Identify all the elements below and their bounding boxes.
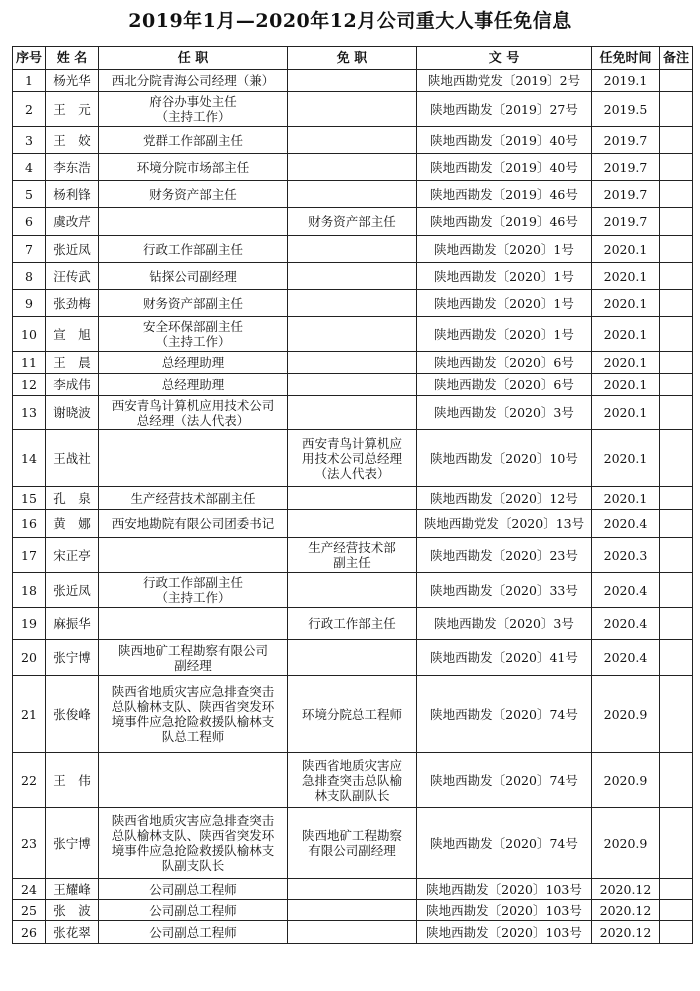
row-date-cell: 2020.3 xyxy=(592,538,660,573)
row-no-cell: 9 xyxy=(13,290,46,317)
personnel-table xyxy=(12,46,693,944)
row-dismiss-cell xyxy=(288,127,417,154)
row-note-cell xyxy=(660,374,693,396)
row-no-cell: 16 xyxy=(13,510,46,538)
row-note-cell xyxy=(660,879,693,900)
row-dismiss-cell xyxy=(288,487,417,510)
row-doc-cell: 陕地西勘发〔2019〕40号 xyxy=(417,154,592,181)
row-name-cell: 王 伟 xyxy=(46,753,99,808)
row-doc-cell: 陕地西勘发〔2020〕6号 xyxy=(417,374,592,396)
row-no-cell: 8 xyxy=(13,263,46,290)
row-appoint-cell xyxy=(99,753,288,808)
row-note-cell xyxy=(660,92,693,127)
row-no-cell: 15 xyxy=(13,487,46,510)
row-note-cell xyxy=(660,181,693,208)
table-row xyxy=(13,263,693,290)
table-row xyxy=(13,208,693,236)
row-dismiss-cell: 生产经营技术部 副主任 xyxy=(288,538,417,573)
row-appoint-cell: 西北分院青海公司经理（兼） xyxy=(99,70,288,92)
row-dismiss-cell xyxy=(288,573,417,608)
row-dismiss-cell xyxy=(288,921,417,944)
row-name-cell: 孔 泉 xyxy=(46,487,99,510)
row-appoint-cell: 公司副总工程师 xyxy=(99,921,288,944)
row-note-cell xyxy=(660,396,693,430)
table-row xyxy=(13,127,693,154)
table-row xyxy=(13,374,693,396)
row-note-cell xyxy=(660,510,693,538)
row-no-cell: 12 xyxy=(13,374,46,396)
table-row xyxy=(13,538,693,573)
row-note-cell xyxy=(660,608,693,640)
row-doc-cell: 陕地西勘发〔2020〕1号 xyxy=(417,236,592,263)
row-note-cell xyxy=(660,753,693,808)
table-row xyxy=(13,608,693,640)
row-no-cell: 7 xyxy=(13,236,46,263)
row-note-cell xyxy=(660,430,693,487)
row-dismiss-cell xyxy=(288,510,417,538)
table-row xyxy=(13,753,693,808)
row-doc-cell: 陕地西勘发〔2020〕6号 xyxy=(417,352,592,374)
row-dismiss-cell xyxy=(288,70,417,92)
row-date-cell: 2020.1 xyxy=(592,487,660,510)
row-appoint-cell: 党群工作部副主任 xyxy=(99,127,288,154)
row-note-cell xyxy=(660,236,693,263)
row-note-cell xyxy=(660,70,693,92)
row-doc-cell: 陕地西勘党发〔2020〕13号 xyxy=(417,510,592,538)
table-row xyxy=(13,808,693,879)
table-row xyxy=(13,352,693,374)
header-name: 姓 名 xyxy=(46,47,99,70)
row-name-cell: 张 波 xyxy=(46,900,99,921)
row-name-cell: 宋正亭 xyxy=(46,538,99,573)
table-row xyxy=(13,510,693,538)
row-dismiss-cell xyxy=(288,181,417,208)
row-dismiss-cell xyxy=(288,154,417,181)
row-date-cell: 2020.1 xyxy=(592,290,660,317)
row-note-cell xyxy=(660,640,693,676)
row-dismiss-cell xyxy=(288,396,417,430)
row-doc-cell: 陕地西勘发〔2020〕74号 xyxy=(417,808,592,879)
row-note-cell xyxy=(660,487,693,510)
row-date-cell: 2020.1 xyxy=(592,430,660,487)
row-date-cell: 2020.1 xyxy=(592,374,660,396)
row-name-cell: 汪传武 xyxy=(46,263,99,290)
header-dismiss: 免 职 xyxy=(288,47,417,70)
row-date-cell: 2020.4 xyxy=(592,640,660,676)
row-note-cell xyxy=(660,808,693,879)
row-no-cell: 26 xyxy=(13,921,46,944)
row-name-cell: 黄 娜 xyxy=(46,510,99,538)
row-name-cell: 王耀峰 xyxy=(46,879,99,900)
row-appoint-cell: 财务资产部主任 xyxy=(99,181,288,208)
row-dismiss-cell: 陕西地矿工程勘察 有限公司副经理 xyxy=(288,808,417,879)
row-name-cell: 王战社 xyxy=(46,430,99,487)
header-no: 序号 xyxy=(13,47,46,70)
row-doc-cell: 陕地西勘发〔2020〕103号 xyxy=(417,900,592,921)
row-no-cell: 10 xyxy=(13,317,46,352)
row-appoint-cell: 行政工作部副主任 xyxy=(99,236,288,263)
row-note-cell xyxy=(660,127,693,154)
row-name-cell: 杨光华 xyxy=(46,70,99,92)
row-no-cell: 1 xyxy=(13,70,46,92)
row-dismiss-cell xyxy=(288,92,417,127)
row-name-cell: 麻振华 xyxy=(46,608,99,640)
row-no-cell: 11 xyxy=(13,352,46,374)
row-note-cell xyxy=(660,317,693,352)
row-note-cell xyxy=(660,290,693,317)
row-date-cell: 2020.1 xyxy=(592,352,660,374)
row-dismiss-cell xyxy=(288,879,417,900)
row-name-cell: 宣 旭 xyxy=(46,317,99,352)
row-doc-cell: 陕地西勘发〔2020〕1号 xyxy=(417,290,592,317)
table-row xyxy=(13,181,693,208)
row-appoint-cell xyxy=(99,430,288,487)
row-dismiss-cell xyxy=(288,290,417,317)
header-date: 任免时间 xyxy=(592,47,660,70)
row-note-cell xyxy=(660,154,693,181)
row-no-cell: 19 xyxy=(13,608,46,640)
table-row xyxy=(13,879,693,900)
row-doc-cell: 陕地西勘发〔2020〕103号 xyxy=(417,879,592,900)
row-note-cell xyxy=(660,208,693,236)
row-no-cell: 25 xyxy=(13,900,46,921)
row-date-cell: 2020.9 xyxy=(592,753,660,808)
row-appoint-cell xyxy=(99,608,288,640)
header-appoint: 任 职 xyxy=(99,47,288,70)
row-date-cell: 2020.9 xyxy=(592,676,660,753)
table-row xyxy=(13,487,693,510)
row-name-cell: 张宁博 xyxy=(46,640,99,676)
row-appoint-cell: 总经理助理 xyxy=(99,352,288,374)
row-no-cell: 6 xyxy=(13,208,46,236)
row-name-cell: 王 姣 xyxy=(46,127,99,154)
row-appoint-cell: 财务资产部副主任 xyxy=(99,290,288,317)
document-title: 2019年1月—2020年12月公司重大人事任免信息 xyxy=(128,10,572,32)
row-name-cell: 张俊峰 xyxy=(46,676,99,753)
table-row xyxy=(13,92,693,127)
row-no-cell: 5 xyxy=(13,181,46,208)
table-row xyxy=(13,396,693,430)
row-date-cell: 2020.1 xyxy=(592,396,660,430)
row-doc-cell: 陕地西勘发〔2020〕74号 xyxy=(417,753,592,808)
row-note-cell xyxy=(660,263,693,290)
row-doc-cell: 陕地西勘发〔2020〕41号 xyxy=(417,640,592,676)
row-appoint-cell: 府谷办事处主任 （主持工作） xyxy=(99,92,288,127)
header-doc: 文 号 xyxy=(417,47,592,70)
row-dismiss-cell xyxy=(288,236,417,263)
row-appoint-cell: 陕西地矿工程勘察有限公司 副经理 xyxy=(99,640,288,676)
row-date-cell: 2019.7 xyxy=(592,181,660,208)
table-row xyxy=(13,573,693,608)
row-appoint-cell: 行政工作部副主任 （主持工作） xyxy=(99,573,288,608)
row-dismiss-cell: 财务资产部主任 xyxy=(288,208,417,236)
row-name-cell: 谢晓波 xyxy=(46,396,99,430)
row-no-cell: 14 xyxy=(13,430,46,487)
row-appoint-cell xyxy=(99,208,288,236)
row-doc-cell: 陕地西勘发〔2019〕40号 xyxy=(417,127,592,154)
row-doc-cell: 陕地西勘发〔2019〕46号 xyxy=(417,181,592,208)
row-dismiss-cell xyxy=(288,317,417,352)
row-doc-cell: 陕地西勘发〔2020〕1号 xyxy=(417,263,592,290)
row-date-cell: 2019.7 xyxy=(592,154,660,181)
table-row xyxy=(13,640,693,676)
table-row xyxy=(13,290,693,317)
row-date-cell: 2019.5 xyxy=(592,92,660,127)
row-dismiss-cell xyxy=(288,640,417,676)
row-doc-cell: 陕地西勘发〔2020〕1号 xyxy=(417,317,592,352)
row-dismiss-cell: 陕西省地质灾害应 急排查突击总队榆 林支队副队长 xyxy=(288,753,417,808)
row-appoint-cell: 陕西省地质灾害应急排查突击 总队榆林支队、陕西省突发环 境事件应急抢险救援队榆林支 队总工程师 xyxy=(99,676,288,753)
row-name-cell: 李成伟 xyxy=(46,374,99,396)
row-appoint-cell xyxy=(99,538,288,573)
row-appoint-cell: 钻探公司副经理 xyxy=(99,263,288,290)
row-no-cell: 18 xyxy=(13,573,46,608)
row-name-cell: 张花翠 xyxy=(46,921,99,944)
row-appoint-cell: 西安地勘院有限公司团委书记 xyxy=(99,510,288,538)
table-row xyxy=(13,921,693,944)
row-name-cell: 杨利锋 xyxy=(46,181,99,208)
row-note-cell xyxy=(660,900,693,921)
row-doc-cell: 陕地西勘发〔2020〕3号 xyxy=(417,608,592,640)
row-date-cell: 2020.12 xyxy=(592,900,660,921)
table-header-row xyxy=(13,47,693,70)
row-appoint-cell: 安全环保部副主任 （主持工作） xyxy=(99,317,288,352)
row-date-cell: 2019.7 xyxy=(592,127,660,154)
row-no-cell: 22 xyxy=(13,753,46,808)
row-date-cell: 2020.4 xyxy=(592,573,660,608)
row-doc-cell: 陕地西勘发〔2019〕46号 xyxy=(417,208,592,236)
row-no-cell: 23 xyxy=(13,808,46,879)
row-name-cell: 张近凤 xyxy=(46,236,99,263)
row-date-cell: 2020.12 xyxy=(592,879,660,900)
row-date-cell: 2020.4 xyxy=(592,510,660,538)
row-dismiss-cell xyxy=(288,352,417,374)
row-dismiss-cell: 环境分院总工程师 xyxy=(288,676,417,753)
table-body xyxy=(13,70,693,944)
row-dismiss-cell: 行政工作部主任 xyxy=(288,608,417,640)
row-doc-cell: 陕地西勘发〔2020〕103号 xyxy=(417,921,592,944)
row-note-cell xyxy=(660,352,693,374)
row-no-cell: 17 xyxy=(13,538,46,573)
row-dismiss-cell xyxy=(288,374,417,396)
row-no-cell: 2 xyxy=(13,92,46,127)
row-no-cell: 20 xyxy=(13,640,46,676)
row-date-cell: 2019.7 xyxy=(592,208,660,236)
table-row xyxy=(13,900,693,921)
row-appoint-cell: 公司副总工程师 xyxy=(99,900,288,921)
row-name-cell: 张劲梅 xyxy=(46,290,99,317)
row-dismiss-cell xyxy=(288,900,417,921)
table-row xyxy=(13,676,693,753)
row-appoint-cell: 陕西省地质灾害应急排查突击 总队榆林支队、陕西省突发环 境事件应急抢险救援队榆林支 队副支队长 xyxy=(99,808,288,879)
row-date-cell: 2020.12 xyxy=(592,921,660,944)
row-doc-cell: 陕地西勘发〔2020〕10号 xyxy=(417,430,592,487)
row-name-cell: 王 元 xyxy=(46,92,99,127)
row-note-cell xyxy=(660,538,693,573)
row-dismiss-cell xyxy=(288,263,417,290)
row-name-cell: 虞改芹 xyxy=(46,208,99,236)
row-appoint-cell: 总经理助理 xyxy=(99,374,288,396)
row-appoint-cell: 生产经营技术部副主任 xyxy=(99,487,288,510)
row-note-cell xyxy=(660,676,693,753)
row-name-cell: 李东浩 xyxy=(46,154,99,181)
row-name-cell: 王 晨 xyxy=(46,352,99,374)
row-doc-cell: 陕地西勘发〔2020〕12号 xyxy=(417,487,592,510)
row-dismiss-cell: 西安青鸟计算机应 用技术公司总经理 （法人代表） xyxy=(288,430,417,487)
table-row xyxy=(13,430,693,487)
row-no-cell: 21 xyxy=(13,676,46,753)
row-doc-cell: 陕地西勘党发〔2019〕2号 xyxy=(417,70,592,92)
row-doc-cell: 陕地西勘发〔2019〕27号 xyxy=(417,92,592,127)
row-note-cell xyxy=(660,921,693,944)
row-date-cell: 2020.1 xyxy=(592,263,660,290)
row-name-cell: 张近凤 xyxy=(46,573,99,608)
row-no-cell: 13 xyxy=(13,396,46,430)
row-appoint-cell: 环境分院市场部主任 xyxy=(99,154,288,181)
table-row xyxy=(13,317,693,352)
row-date-cell: 2020.9 xyxy=(592,808,660,879)
row-no-cell: 24 xyxy=(13,879,46,900)
row-date-cell: 2019.1 xyxy=(592,70,660,92)
table-row xyxy=(13,154,693,181)
row-doc-cell: 陕地西勘发〔2020〕33号 xyxy=(417,573,592,608)
table-row xyxy=(13,70,693,92)
row-no-cell: 4 xyxy=(13,154,46,181)
row-name-cell: 张宁博 xyxy=(46,808,99,879)
row-doc-cell: 陕地西勘发〔2020〕3号 xyxy=(417,396,592,430)
row-doc-cell: 陕地西勘发〔2020〕74号 xyxy=(417,676,592,753)
row-no-cell: 3 xyxy=(13,127,46,154)
row-note-cell xyxy=(660,573,693,608)
row-doc-cell: 陕地西勘发〔2020〕23号 xyxy=(417,538,592,573)
row-date-cell: 2020.1 xyxy=(592,317,660,352)
row-appoint-cell: 公司副总工程师 xyxy=(99,879,288,900)
header-note: 备注 xyxy=(660,47,693,70)
table-row xyxy=(13,236,693,263)
row-appoint-cell: 西安青鸟计算机应用技术公司 总经理（法人代表） xyxy=(99,396,288,430)
row-date-cell: 2020.1 xyxy=(592,236,660,263)
row-date-cell: 2020.4 xyxy=(592,608,660,640)
